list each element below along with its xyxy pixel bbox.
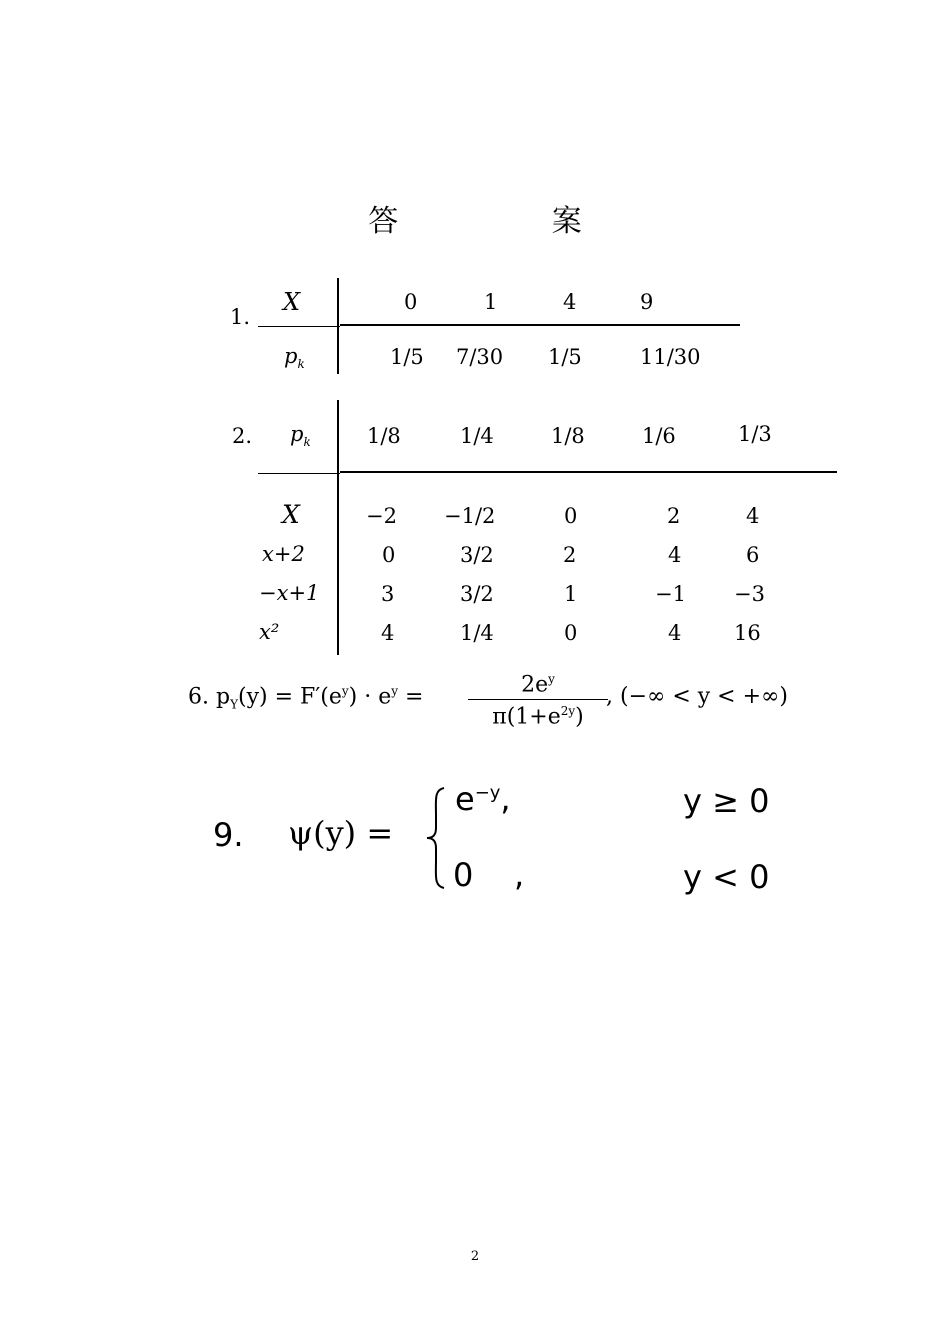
case-2-condition: y < 0 (683, 858, 770, 896)
row-label: −x+1 (259, 581, 320, 605)
table-divider-left (258, 326, 340, 327)
table-cell: 3/2 (460, 543, 494, 567)
fraction-denominator: $\pi(1+e^{2y})$ (492, 704, 584, 730)
header-pk: $p_k$ (284, 344, 305, 372)
row-label: x+2 (262, 542, 305, 566)
header-x: X (283, 288, 301, 316)
table-cell: 0 (564, 621, 578, 645)
question-number: 2. (232, 424, 253, 448)
row-label: x² (259, 620, 280, 644)
page-number: 2 (470, 1249, 480, 1264)
table-cell: 2 (667, 504, 681, 528)
formula-lhs: ψ(y) = (288, 814, 394, 852)
table-cell: 1/5 (390, 345, 424, 369)
fraction-numerator: $2e^y$ (521, 672, 555, 698)
table-divider-horizontal (340, 324, 740, 326)
table-cell: 1/6 (642, 424, 676, 448)
table-cell: 16 (734, 621, 761, 645)
table-cell: 4 (746, 504, 760, 528)
page-title: 答 案 (368, 204, 654, 239)
question-number: 9. (213, 816, 244, 854)
case-1-value: $e^{-y}$, (455, 780, 511, 818)
table-cell: 4 (563, 290, 577, 314)
table-cell: 6 (746, 543, 760, 567)
table-cell: 1/4 (460, 621, 494, 645)
table-cell: 0 (564, 504, 578, 528)
table-cell: 0 (382, 543, 396, 567)
table-divider-left (258, 473, 340, 474)
question-number: 1. (230, 305, 251, 329)
table-cell: −1 (655, 582, 686, 606)
table-cell: −2 (366, 504, 397, 528)
row-label: X (282, 500, 300, 529)
formula-lhs: 6. $p_Y(y) = F'(e^y) \cdot e^y$ = (188, 684, 424, 712)
fraction-bar (468, 699, 608, 700)
header-pk: $p_k$ (290, 422, 311, 450)
case-1-condition: y ≥ 0 (683, 782, 770, 820)
table-cell: 2 (563, 543, 577, 567)
case-2-value: 0 (453, 856, 474, 894)
table-cell: 1 (484, 290, 498, 314)
formula-domain: , (−∞ < y < +∞) (606, 684, 788, 709)
table-cell: 9 (640, 290, 654, 314)
table-cell: 11/30 (640, 345, 701, 369)
table-cell: 3/2 (460, 582, 494, 606)
table-cell: 1/8 (551, 424, 585, 448)
table-cell: 1 (564, 582, 578, 606)
table-cell: 4 (668, 621, 682, 645)
table-cell: 1/4 (460, 424, 494, 448)
table-cell: 1/8 (367, 424, 401, 448)
table-cell: −3 (734, 582, 765, 606)
table-cell: 7/30 (456, 345, 504, 369)
table-cell: 4 (381, 621, 395, 645)
table-cell: 4 (668, 543, 682, 567)
table-cell: 1/3 (738, 422, 772, 446)
table-divider-vertical (337, 400, 339, 655)
left-brace-icon (424, 786, 448, 890)
table-cell: 3 (381, 582, 395, 606)
case-2-comma: , (514, 856, 525, 894)
table-cell: −1/2 (444, 504, 496, 528)
table-cell: 0 (404, 290, 418, 314)
table-divider-horizontal (340, 471, 837, 473)
table-cell: 1/5 (548, 345, 582, 369)
